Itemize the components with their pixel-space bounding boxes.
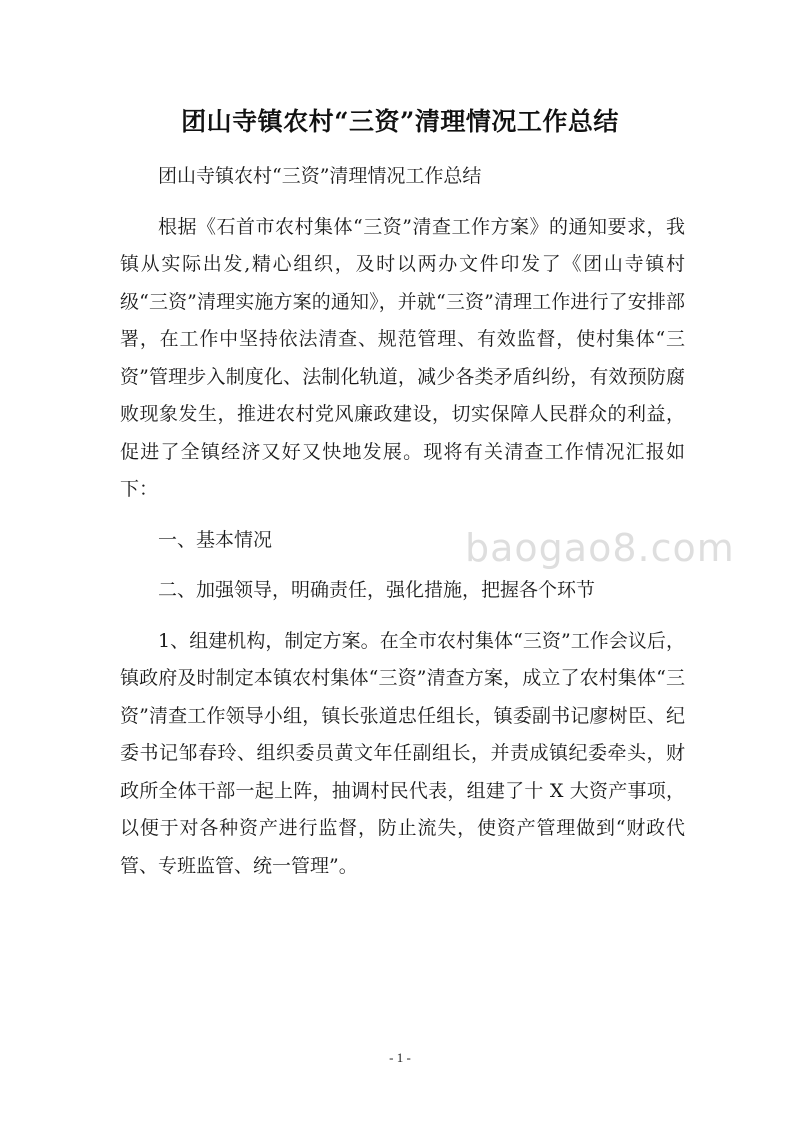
paragraph-subtitle: 团山寺镇农村“三资”清理情况工作总结 — [158, 165, 482, 187]
page-number: - 1 - — [389, 1050, 411, 1065]
paragraph-intro: 根据《石首市农村集体“三资”清查工作方案》的通知要求，我镇从实际出发,精心组织，及时以两办文件印发了《团山寺镇村级“三资”清理实施方案的通知》，并就“三资”清理工作进行了安排部署，在工作中坚持依法清查、规范管理、有效监督，使村集体“三资”管理步入制度化、法制化轨道，减少各类矛盾纠纷，有效预防腐败现象发生，推进农村党风廉政建设，切实保障人民群众的利益，促进了全镇经济又好又快地发展。现将有关清查工作情况汇报如下： — [120, 215, 685, 500]
heading-leadership: 二、加强领导，明确责任，强化措施，把握各个环节 — [158, 579, 596, 601]
watermark-text: baogao8.com — [465, 526, 735, 570]
document-body — [120, 158, 685, 885]
heading-basic-situation: 一、基本情况 — [158, 528, 273, 551]
paragraph-organization: 1、组建机构，制定方案。在全市农村集体“三资”工作会议后，镇政府及时制定本镇农村集体“三资”清查方案，成立了农村集体“三资”清查工作领导小组，镇长张道忠任组长，镇委副书记廖树臣、纪委书记邹春玲、组织委员黄文年任副组长，并责成镇纪委牵头，财政所全体干部一起上阵，抽调村民代表，组建了十 X 大资产事项，以便于对各种资产进行监督，防止流失，使资产管理做到“财政代管、专班监管、统一管理”。 — [120, 629, 685, 877]
document-title: 团山寺镇农村“三资”清理情况工作总结 — [181, 107, 619, 136]
